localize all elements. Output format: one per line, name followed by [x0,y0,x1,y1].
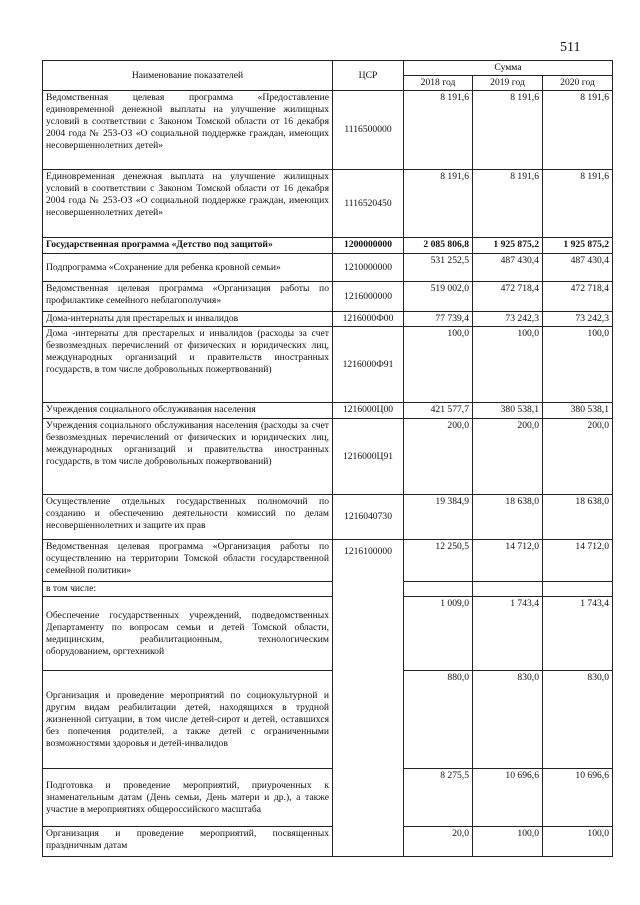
row-value-2019: 200,0 [473,419,543,495]
table-row [43,403,613,419]
row-value-2019: 1 743,4 [473,597,543,671]
row-code: 1216040730 [333,495,404,540]
table-row [43,671,613,769]
header-year-2020: 2020 год [543,76,613,91]
row-value-2019: 487 430,4 [473,254,543,282]
row-value-2018: 20,0 [404,827,473,857]
row-value-2019: 830,0 [473,671,543,769]
row-value-2019: 380 538,1 [473,403,543,419]
row-value-2019: 472 718,4 [473,282,543,312]
row-name: Дома -интернаты для престарелых и инвалидов (расходы за счет безвозмездных перечислений от физических и юридических лиц, международных организаций и правительств иностранных государств, в том числе добровольных пожертвований) [43,327,333,403]
table-row [43,827,613,857]
row-name: Ведомственная целевая программа «Организация работы по осуществлению на территории Томской области государственной семейной политики» [43,540,333,582]
row-value-2020: 18 638,0 [543,495,613,540]
row-value-2019: 10 696,6 [473,769,543,827]
row-value-2020: 830,0 [543,671,613,769]
row-code: 1116500000 [333,91,404,170]
row-value-2020 [543,582,613,597]
table-row [43,91,613,170]
row-name: Учреждения социального обслуживания населения (расходы за счет безвозмездных перечислений от физических и юридических лиц, международных организаций и правительства иностранных государств, в том числе добровольных пожертвований) [43,419,333,495]
table-row [43,238,613,254]
row-value-2020: 472 718,4 [543,282,613,312]
row-value-2019: 8 191,6 [473,170,543,238]
row-value-2019: 1 925 875,2 [473,238,543,254]
row-name: Подпрограмма «Сохранение для ребенка кровной семьи» [43,254,333,282]
row-value-2019: 100,0 [473,327,543,403]
row-name: Ведомственная целевая программа «Предоставление единовременной денежной выплаты на улучшение жилищных условий в соответствии с Законом Томской области от 16 декабря 2004 года № 253-ОЗ «О социальной поддержке граждан, имеющих несовершеннолетних детей» [43,91,333,170]
table-row [43,327,613,403]
row-value-2020: 100,0 [543,827,613,857]
table-row [43,582,613,597]
table-row [43,495,613,540]
row-code: 1216100000 [333,540,404,857]
row-name: в том числе: [43,582,333,597]
row-code: 1210000000 [333,254,404,282]
row-name: Организация и проведение мероприятий по социокультурной и другим видам реабилитации детей, находящихся в трудной жизненной ситуации, в том числе детей-сирот и детей, оставшихся без попечения родителей, а также детей с ограниченными возможностями здоровья и детей-инвалидов [43,671,333,769]
row-name: Единовременная денежная выплата на улучшение жилищных условий в соответствии с Законом Томской области от 16 декабря 2004 года № 253-ОЗ «О социальной поддержке граждан, имеющих несовершеннолетних детей» [43,170,333,238]
row-value-2019: 14 712,0 [473,540,543,582]
row-value-2020: 8 191,6 [543,91,613,170]
table-row [43,254,613,282]
row-name: Обеспечение государственных учреждений, подведомственных Департаменту по вопросам семьи и детей Томской области, медицинским, реабилитационным, технологическим оборудованием, оргтехникой [43,597,333,671]
table-row [43,170,613,238]
header-year-2018: 2018 год [404,76,473,91]
row-value-2020: 380 538,1 [543,403,613,419]
row-code: 1216000Ц00 [333,403,404,419]
row-value-2018: 519 002,0 [404,282,473,312]
row-code: 1216000Ф91 [333,327,404,403]
row-code: 1216000000 [333,282,404,312]
row-value-2020: 1 925 875,2 [543,238,613,254]
row-value-2018: 12 250,5 [404,540,473,582]
row-value-2018: 8 191,6 [404,91,473,170]
row-value-2018: 8 275,5 [404,769,473,827]
row-code: 1116520450 [333,170,404,238]
row-value-2018: 1 009,0 [404,597,473,671]
table-row [43,769,613,827]
row-value-2019: 73 242,3 [473,312,543,327]
header-sum: Сумма [404,61,613,76]
row-value-2019: 18 638,0 [473,495,543,540]
row-value-2018: 77 739,4 [404,312,473,327]
table-row [43,597,613,671]
row-value-2020: 100,0 [543,327,613,403]
row-name: Осуществление отдельных государственных полномочий по созданию и обеспечению деятельности комиссий по делам несовершеннолетних и защите их прав [43,495,333,540]
row-value-2018: 8 191,6 [404,170,473,238]
table-row [43,312,613,327]
row-value-2020: 8 191,6 [543,170,613,238]
row-code: 1200000000 [333,238,404,254]
row-value-2018: 880,0 [404,671,473,769]
row-value-2020: 200,0 [543,419,613,495]
row-name: Дома-интернаты для престарелых и инвалидов [43,312,333,327]
page-number: 511 [560,40,581,55]
row-value-2018: 2 085 806,8 [404,238,473,254]
row-value-2019: 8 191,6 [473,91,543,170]
row-name: Организация и проведение мероприятий, посвященных праздничным датам [43,827,333,857]
row-value-2018: 200,0 [404,419,473,495]
row-value-2020: 1 743,4 [543,597,613,671]
row-value-2018: 19 384,9 [404,495,473,540]
row-name: Ведомственная целевая программа «Организация работы по профилактике семейного неблагополучия» [43,282,333,312]
row-name: Учреждения социального обслуживания населения [43,403,333,419]
header-code: ЦСР [333,61,404,91]
row-value-2020: 10 696,6 [543,769,613,827]
header-name: Наименование показателей [43,61,333,91]
row-value-2018: 100,0 [404,327,473,403]
row-value-2020: 73 242,3 [543,312,613,327]
row-name: Подготовка и проведение мероприятий, приуроченных к знаменательным датам (День семьи, День матери и др.), а также участие в мероприятиях общероссийского масштаба [43,769,333,827]
row-value-2020: 14 712,0 [543,540,613,582]
header-year-2019: 2019 год [473,76,543,91]
row-value-2018: 421 577,7 [404,403,473,419]
row-value-2019 [473,582,543,597]
row-value-2018: 531 252,5 [404,254,473,282]
row-value-2019: 100,0 [473,827,543,857]
row-name: Государственная программа «Детство под защитой» [43,238,333,254]
table-row [43,419,613,495]
row-code: 1216000Ф00 [333,312,404,327]
row-code: 1216000Ц91 [333,419,404,495]
budget-table [42,60,613,857]
row-value-2020: 487 430,4 [543,254,613,282]
table-row [43,540,613,582]
table-row [43,282,613,312]
row-value-2018 [404,582,473,597]
